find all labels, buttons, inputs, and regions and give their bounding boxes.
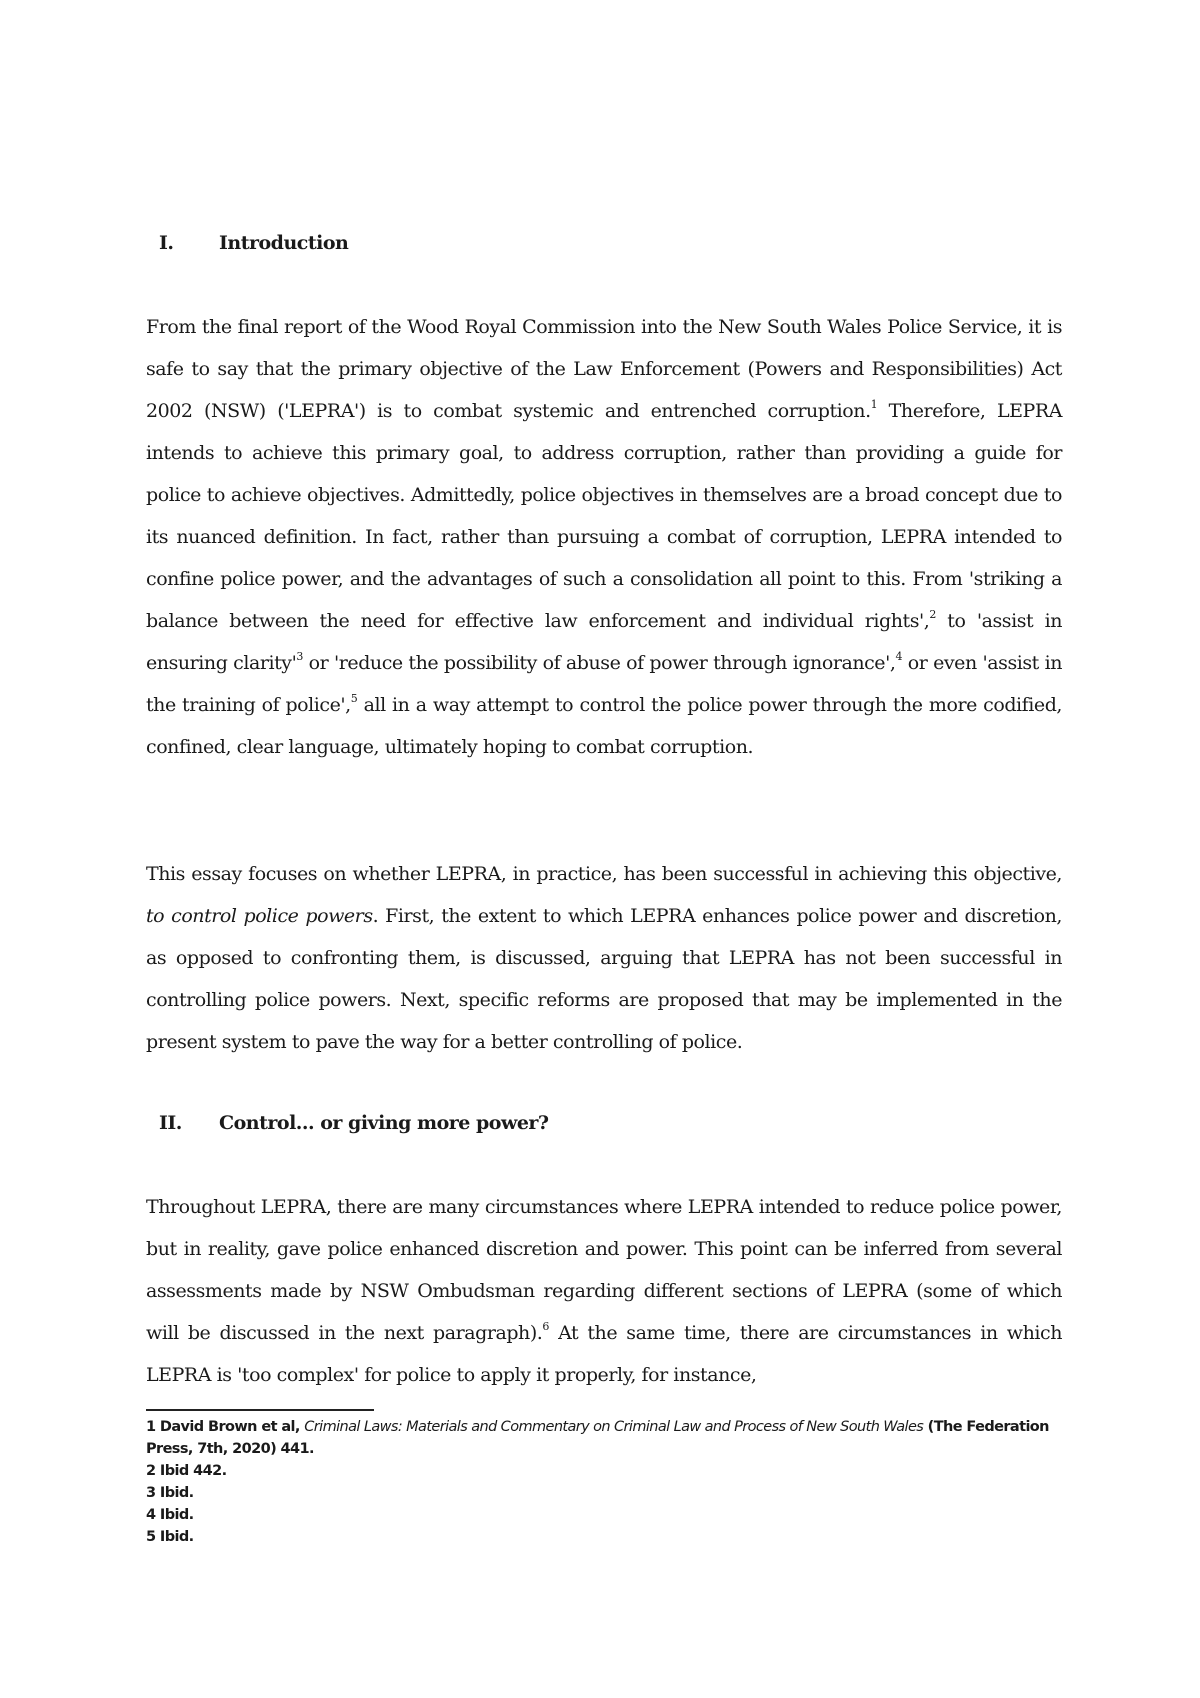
text-run: . First, the extent to which LEPRA enhances police power and discretion, as opposed to confronting them, is discussed, arguing that LEPRA has not been successful in controlling police powers. Next, specific reforms are proposed that may be implemented in the present system to pave the way for a better controlling of police. [146,905,1062,1053]
footnote-1 [146,1416,1066,1460]
text-run: all in a way attempt to control the police power through the more codified, confined, clear language, ultimately hoping to combat corruption. [146,694,1062,758]
control-paragraph-1 [146,1186,1062,1396]
footnote-ref-4[interactable]: 4 [895,650,903,663]
text-run: to 'assist in ensuring clarity' [146,610,1062,674]
intro-paragraph-1 [146,306,1062,768]
intro-paragraph-2 [146,853,1062,1063]
section-heading-control [159,1112,549,1134]
footnote-3: 3 Ibid. [146,1485,194,1501]
footnote-4: 4 Ibid. [146,1507,194,1523]
footnote-text: 1 David Brown et al, [146,1419,305,1435]
footnote-ref-1[interactable]: 1 [870,398,878,411]
section-number: I. [159,232,174,254]
footnote-ref-5[interactable]: 5 [350,692,358,705]
footnote-ref-2[interactable]: 2 [929,608,936,621]
text-run: Throughout LEPRA, there are many circumstances where LEPRA intended to reduce police power, but in reality, gave police enhanced discretion and power. This point can be inferred from several assessments made by NSW Ombudsman regarding different sections of LEPRA (some of which will be discussed in the next paragraph). [146,1196,1062,1344]
footnote-ref-6[interactable]: 6 [542,1320,549,1333]
text-run: Therefore, LEPRA intends to achieve this primary goal, to address corruption, rather than providing a guide for police to achieve objectives. Admittedly, police objectives in themselves are a broad concept due to its nuanced definition. In fact, rather than pursuing a combat of corruption, LEPRA intended to confine police power, and the advantages of such a consolidation all point to this. From 'striking a balance between the need for effective law enforcement and individual rights', [146,400,1062,632]
text-run: This essay focuses on whether LEPRA, in practice, has been successful in achieving this objective, [146,863,1062,885]
footnote-5: 5 Ibid. [146,1529,194,1545]
footnotes [146,1416,1066,1548]
footnote-text: (The Federation Press, 7th, 2020) 441. [146,1419,1049,1457]
footnote-separator [146,1409,374,1411]
text-run: or 'reduce the possibility of abuse of power through ignorance', [302,652,896,674]
footnote-ref-3[interactable]: 3 [296,650,303,663]
text-run: At the same time, there are circumstances in which LEPRA is 'too complex' for police to apply it properly, for instance, [146,1322,1062,1386]
footnote-citation-title: Criminal Laws: Materials and Commentary on Criminal Law and Process of New South Wales [304,1419,924,1435]
text-run: From the final report of the Wood Royal Commission into the New South Wales Police Service, it is safe to say that the primary objective of the Law Enforcement (Powers and Responsibilities) Act 2002 (NSW) ('LEPRA') is to combat systemic and entrenched corruption. [146,316,1062,422]
section-title: Control... or giving more power? [219,1112,549,1134]
emphasis-text: to control police powers [146,905,373,927]
footnote-2: 2 Ibid 442. [146,1463,227,1479]
section-number: II. [159,1112,182,1134]
section-heading-introduction [159,232,348,254]
section-title: Introduction [219,232,349,254]
text-run: or even 'assist in the training of police', [146,652,1063,716]
